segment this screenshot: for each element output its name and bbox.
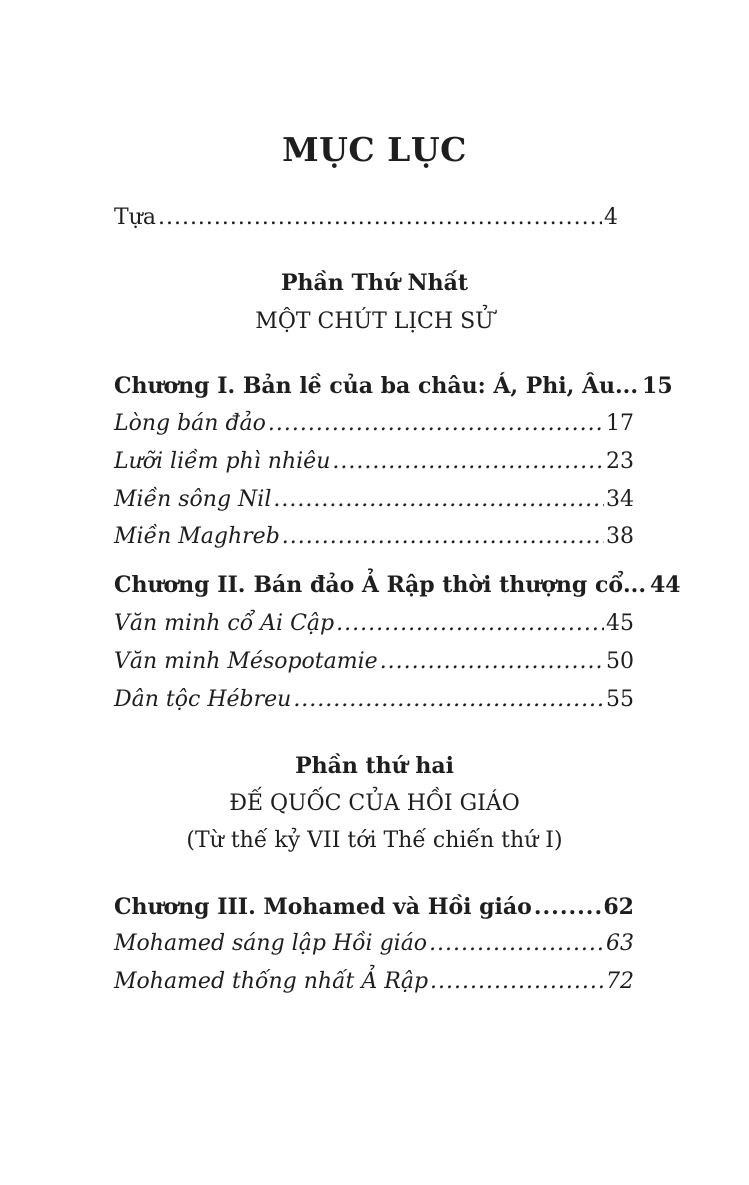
entry-page: 45 (606, 611, 634, 636)
entry-label: Lưỡi liềm phì nhiêu (114, 449, 331, 474)
entry-page: 17 (606, 411, 634, 436)
toc-entry[interactable] (114, 967, 634, 997)
entry-page: 72 (606, 969, 634, 994)
chapter-page: 15 (642, 373, 673, 399)
entry-label: Văn minh Mésopotamie (114, 649, 378, 674)
dot-leader (332, 447, 604, 477)
dot-leader (429, 929, 604, 959)
part1-heading: Phần Thứ Nhất (281, 270, 468, 296)
dot-leader (430, 967, 604, 997)
dot-leader (380, 647, 604, 677)
toc-entry[interactable] (114, 647, 634, 677)
dot-leader (534, 892, 602, 922)
entry-label: Miền Maghreb (114, 524, 280, 549)
dot-leader (158, 203, 602, 233)
entry-page: 50 (606, 649, 634, 674)
toc-chapter-2[interactable] (114, 570, 681, 600)
part1-subtitle: MỘT CHÚT LỊCH SỬ (255, 309, 494, 334)
entry-page: 4 (604, 205, 618, 230)
toc-entry[interactable] (114, 929, 634, 959)
part2-subtitle: ĐẾ QUỐC CỦA HỒI GIÁO (229, 791, 520, 816)
chapter-label: Bán đảo Ả Rập thời thượng cổ... (253, 572, 646, 598)
toc-entry[interactable] (114, 485, 634, 515)
chapter-label: Chương III. Mohamed và Hồi giáo (114, 894, 532, 920)
toc-entry-preface[interactable] (114, 203, 618, 233)
entry-label: Văn minh cổ Ai Cập (114, 611, 335, 636)
entry-page: 38 (606, 524, 634, 549)
page-title: MỤC LỤC (282, 130, 467, 169)
part2-heading: Phần thứ hai (295, 753, 454, 779)
dot-leader (268, 409, 604, 439)
entry-label: Miền sông Nil (114, 487, 272, 512)
chapter-page: 44 (650, 572, 681, 598)
chapter-prefix: Chương II. (114, 572, 246, 598)
dot-leader (273, 485, 604, 515)
entry-label: Lòng bán đảo (114, 411, 266, 436)
toc-entry[interactable] (114, 447, 634, 477)
part2-period: (Từ thế kỷ VII tới Thế chiến thứ I) (186, 828, 563, 853)
chapter-label: Chương I. Bản lề của ba châu: Á, Phi, Âu... (114, 373, 639, 399)
entry-page: 55 (606, 687, 634, 712)
entry-label: Dân tộc Hébreu (114, 687, 292, 712)
toc-chapter-1[interactable] (114, 371, 673, 401)
entry-label: Mohamed thống nhất Ả Rập (114, 969, 429, 994)
toc-chapter-3[interactable] (114, 892, 634, 922)
toc-entry[interactable] (114, 522, 634, 552)
entry-label: Mohamed sáng lập Hồi giáo (114, 931, 428, 956)
entry-page: 63 (606, 931, 634, 956)
entry-page: 23 (606, 449, 634, 474)
toc-entry[interactable] (114, 685, 634, 715)
dot-leader (293, 685, 604, 715)
entry-page: 34 (606, 487, 634, 512)
toc-entry[interactable] (114, 609, 634, 639)
entry-label: Tựa (114, 205, 156, 230)
chapter-page: 62 (603, 894, 634, 920)
toc-entry[interactable] (114, 409, 634, 439)
dot-leader (336, 609, 604, 639)
dot-leader (282, 522, 604, 552)
